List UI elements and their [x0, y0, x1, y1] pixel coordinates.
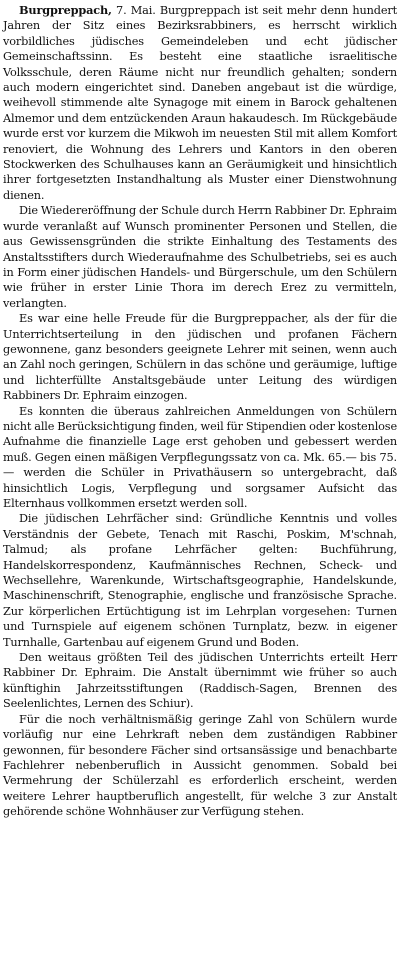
article-paragraph-1	[3, 3, 397, 203]
paragraph-text-1: Burgpreppach ist seit mehr denn hundert Jahren der Sitz eines Bezirksrabbiners, es herrscht wirklich vorbildliches jüdisches Gemeindeleben und echt jüdischer Gemeinschaftssinn. Es besteht eine staatliche israelitische Volksschule, deren Räume nicht nur freundlich gehalten; sondern auch modern eingerichtet sind. Daneben angebaut ist die würdige, weihevoll stimmende alte Synagoge mit einem in Barock gehaltenen Almemor und dem entzückenden Araun hakaudesch. Im Rückgebäude wurde erst vor kurzem die Mikwoh im neuesten Stil mit allem Komfort renoviert, die Wohnung des Lehrers und Kantors in den oberen Stockwerken des Schulhauses kann an Geräumigkeit und hinsichtlich ihrer fortgesetzten Instandhaltung als Muster einer Dienstwohnung dienen.	[3, 4, 397, 202]
article-paragraph-2: Die Wiedereröffnung der Schule durch Herrn Rabbiner Dr. Ephraim wurde veranlaßt auf Wunsch prominenter Personen und Stellen, die aus Gewissensgründen die strikte Einhaltung des Testaments des Anstaltsstifters durch Wiederaufnahme des Schulbetriebs, sei es auch in Form einer jüdischen Handels- und Bürgerschule, um den Schülern wie früher in erster Linie Thora im derech Erez zu vermitteln, verlangten.	[3, 204, 397, 310]
dateline-place: Burgpreppach,	[19, 3, 112, 17]
article-paragraph-7: Für die noch verhältnismäßig geringe Zahl von Schülern wurde vorläufig nur eine Lehrkraft neben dem zuständigen Rabbiner gewonnen, für besondere Fächer sind ortsansässige und benachbarte Fachlehrer nebenberuflich in Aussicht genommen. Sobald bei Vermehrung der Schülerzahl es erforderlich erscheint, werden weitere Lehrer hauptberuflich angestellt, für welche 3 zur Anstalt gehörende schöne Wohnhäuser zur Verfügung stehen.	[3, 712, 397, 819]
article-paragraph-6: Den weitaus größten Teil des jüdischen Unterrichts erteilt Herr Rabbiner Dr. Ephraim. Die Anstalt übernimmt wie früher so auch künftighin Jahrzeitsstiftungen (Raddisch-Sagen, Brennen des Seelenlichtes, Lernen des Schiur).	[3, 651, 397, 711]
article-paragraph-3: Es war eine helle Freude für die Burgpreppacher, als der für die Unterrichtserteilung in den jüdischen und profanen Fächern gewonnene, ganz besonders geeignete Lehrer mit seinen, wenn auch an Zahl noch geringen, Schülern in das schöne und geräumige, luftige und lichterfüllte Anstaltsgebäude unter Leitung des würdigen Rabbiners Dr. Ephraim einzogen.	[3, 312, 397, 403]
newspaper-article	[3, 3, 397, 820]
article-paragraph-4: Es konnten die überaus zahlreichen Anmeldungen von Schülern nicht alle Berücksichtigung finden, weil für Stipendien oder kostenlose Aufnahme die finanzielle Lage erst gehoben und gebessert werden muß. Gegen einen mäßigen Verpflegungssatz von ca. Mk. 65.— bis 75.— werden die Schüler in Privathäusern so untergebracht, daß hinsichtlich Logis, Verpflegung und sorgsamer Aufsicht das Elternhaus vollkommen ersetzt werden soll.	[3, 404, 397, 510]
dateline-date: 7. Mai.	[111, 4, 156, 17]
article-paragraph-5: Die jüdischen Lehrfächer sind: Gründliche Kenntnis und volles Verständnis der Gebete, Tenach mit Raschi, Poskim, M'schnah, Talmud; als profane Lehrfächer gelten: Buchführung, Handelskorrespondenz, Kaufmännisches Rechnen, Scheck- und Wechsellehre, Warenkunde, Wirtschaftsgeographie, Handelskunde, Maschinenschrift, Stenographie, englische und französische Sprache. Zur körperlichen Ertüchtigung ist im Lehrplan vorgesehen: Turnen und Turnspiele auf eigenem schönen Turnplatz, bezw. in eigener Turnhalle, Gartenbau auf eigenem Grund und Boden.	[3, 512, 397, 649]
